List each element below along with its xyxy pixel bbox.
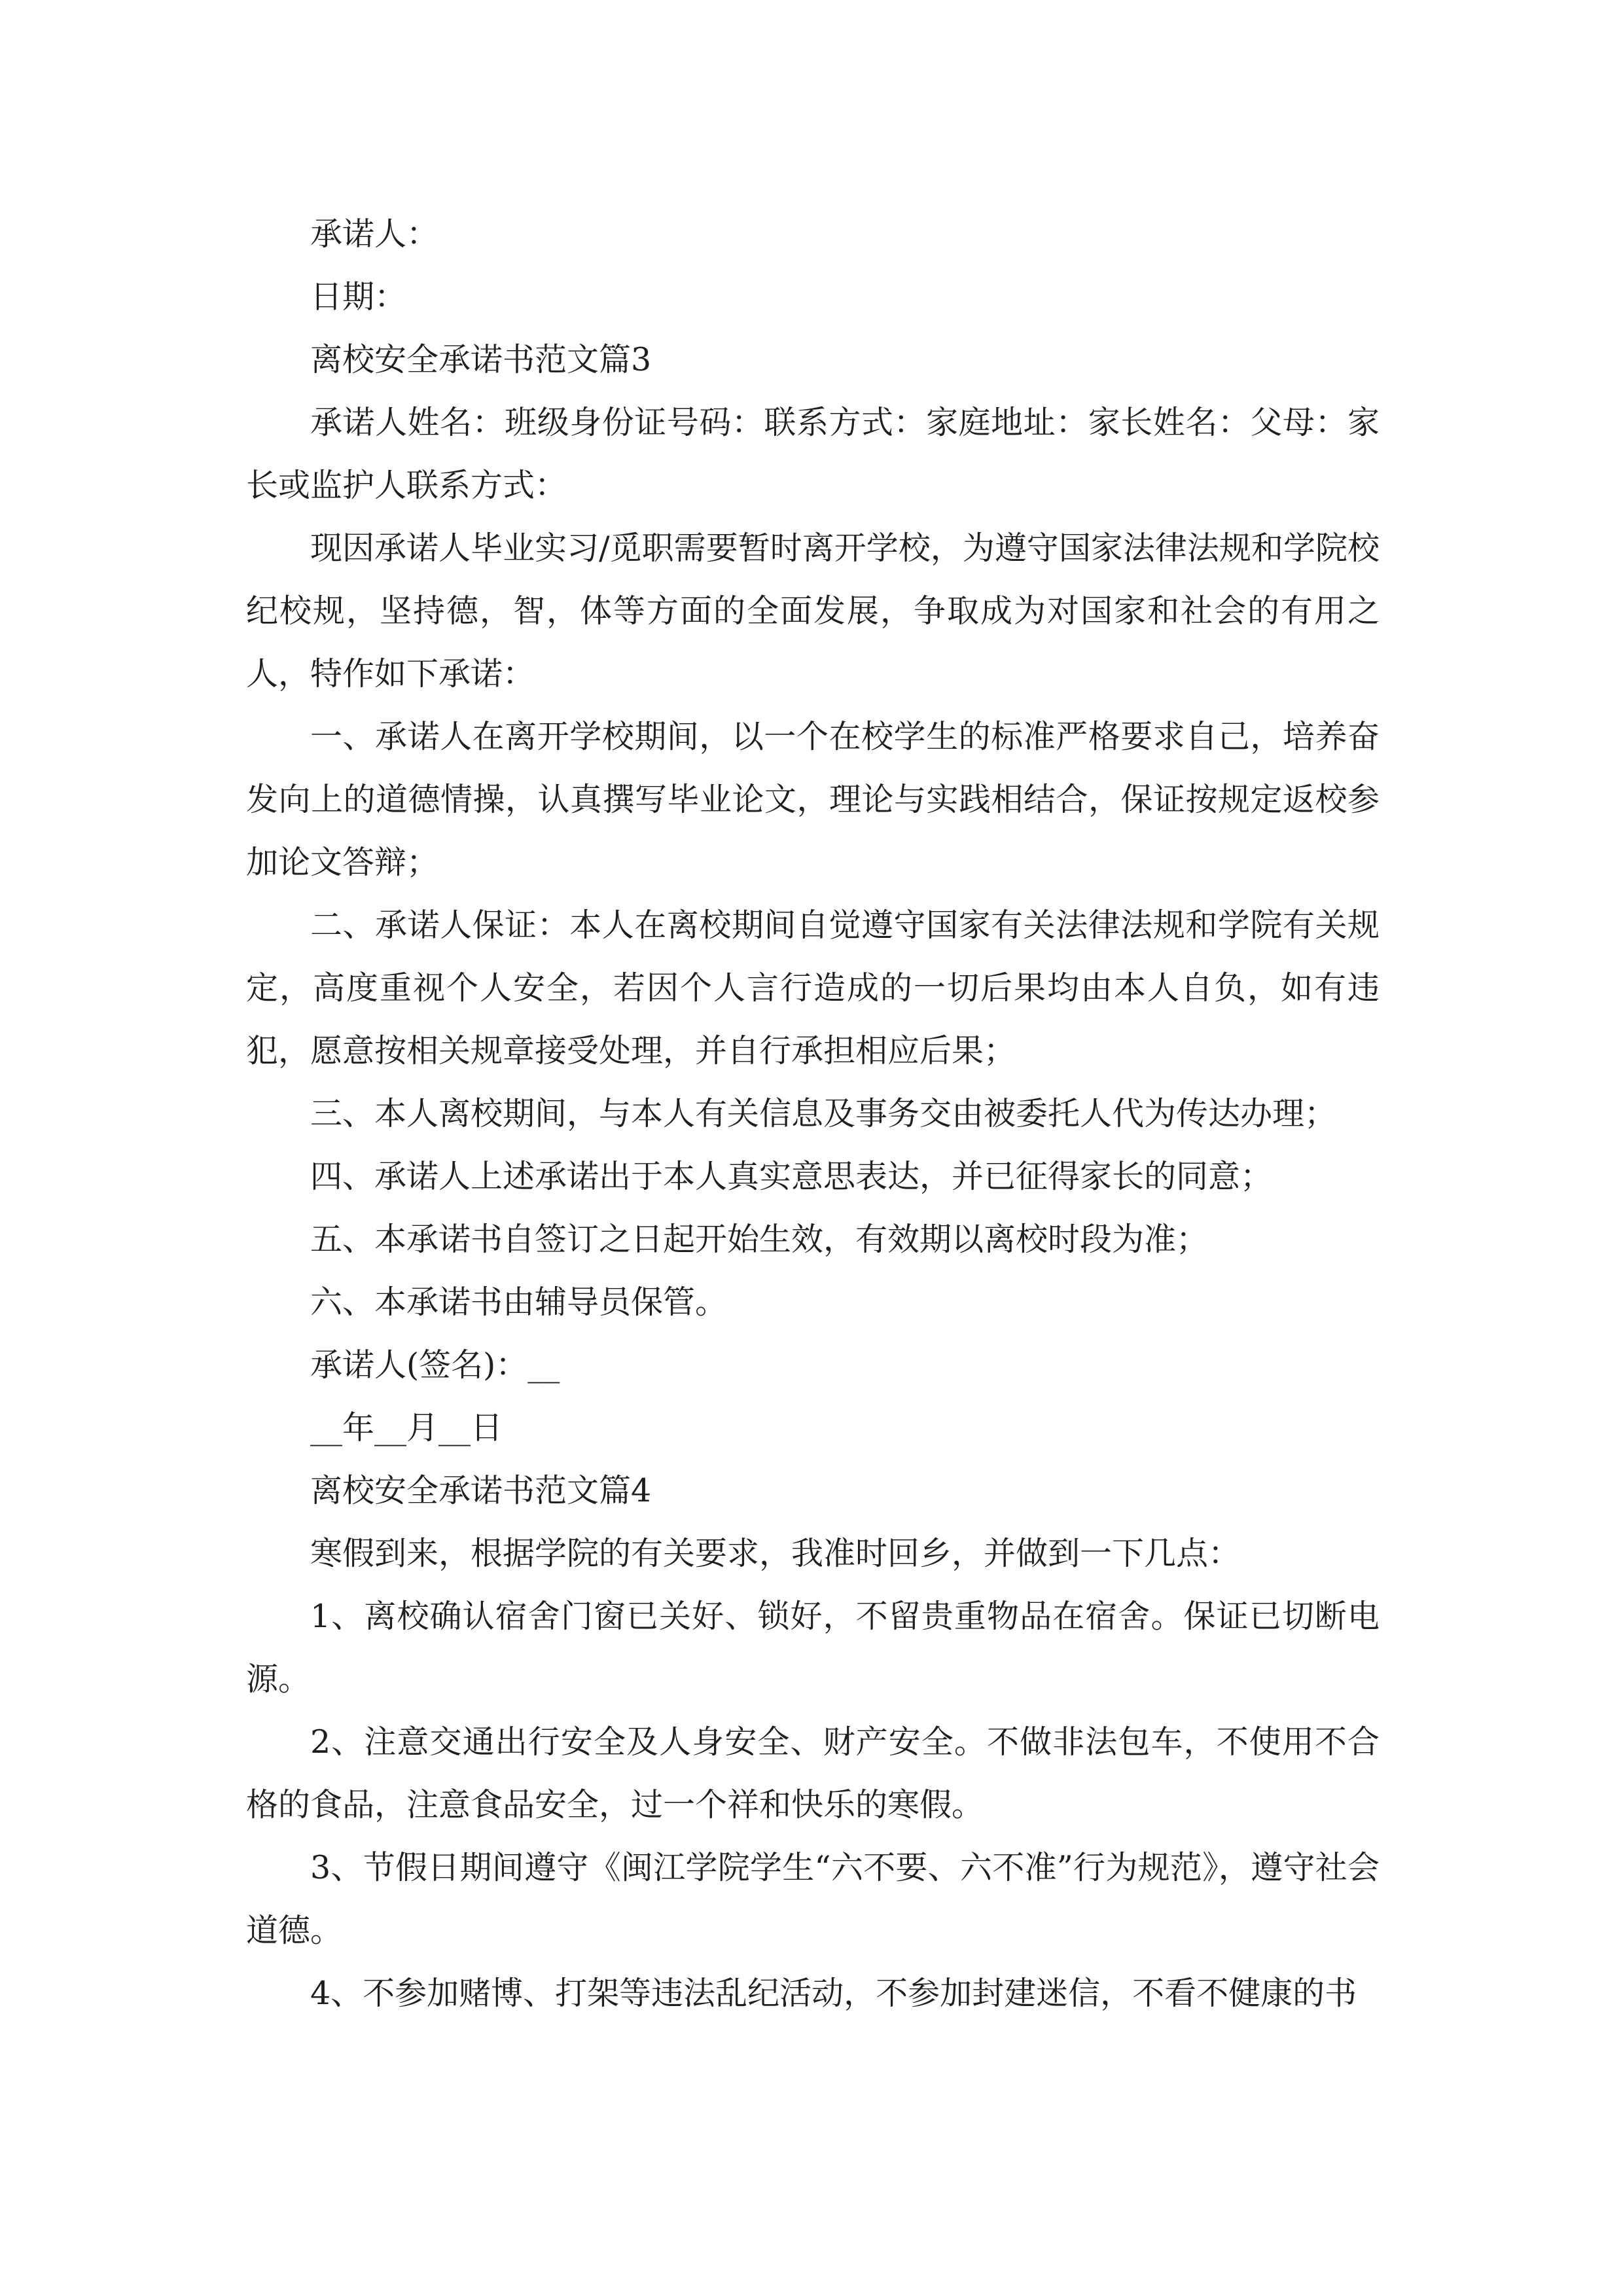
commitment-item-1: 一、承诺人在离开学校期间，以一个在校学生的标准严格要求自己，培养奋发向上的道德情操，认真撰写毕业论文，理论与实践相结合，保证按规定返校参加论文答辩；	[246, 718, 1380, 881]
commitment-item-2: 二、承诺人保证：本人在离校期间自觉遵守国家有关法律法规和学院有关规定，高度重视个人安全，若因个人言行造成的一切后果均由本人自负，如有违犯，愿意按相关规章接受处理，并自行承担相应后果；	[246, 906, 1380, 1069]
intro-paragraph: 现因承诺人毕业实习/觅职需要暂时离开学校，为遵守国家法律法规和学院校纪校规，坚持德，智，体等方面的全面发展，争取成为对国家和社会的有用之人，特作如下承诺：	[246, 529, 1380, 692]
winter-intro-paragraph: 寒假到来，根据学院的有关要求，我准时回乡，并做到一下几点：	[310, 1535, 1241, 1572]
signature-line: 承诺人(签名)：__	[310, 1346, 560, 1384]
winter-item-2: 2、注意交通出行安全及人身安全、财产安全。不做非法包车，不使用不合格的食品，注意食品安全，过一个祥和快乐的寒假。	[246, 1723, 1380, 1823]
document-body	[246, 203, 1380, 2025]
commitment-item-3: 三、本人离校期间，与本人有关信息及事务交由被委托人代为传达办理；	[310, 1095, 1337, 1132]
section-heading-4: 离校安全承诺书范文篇4	[310, 1472, 652, 1509]
winter-item-1: 1、离校确认宿舍门窗已关好、锁好，不留贵重物品在宿舍。保证已切断电源。	[246, 1598, 1380, 1698]
commitment-item-4: 四、承诺人上述承诺出于本人真实意思表达，并已征得家长的同意；	[310, 1158, 1273, 1195]
winter-item-3: 3、节假日期间遵守《闽江学院学生“六不要、六不准”行为规范》，遵守社会道德。	[246, 1849, 1380, 1949]
winter-item-4: 4、不参加赌博、打架等违法乱纪活动，不参加封建迷信，不看不健康的书	[310, 1975, 1357, 2012]
section-heading-3: 离校安全承诺书范文篇3	[310, 341, 652, 378]
applicant-info-paragraph: 承诺人姓名：班级身份证号码：联系方式：家庭地址：家长姓名：父母：家长或监护人联系方式：	[246, 404, 1380, 504]
signatory-line: 承诺人：	[310, 215, 439, 253]
commitment-item-5: 五、本承诺书自签订之日起开始生效，有效期以离校时段为准；	[310, 1221, 1209, 1258]
date-line: 日期：	[310, 278, 407, 315]
commitment-item-6: 六、本承诺书由辅导员保管。	[310, 1283, 728, 1321]
signature-date-line: __年__月__日	[310, 1409, 503, 1446]
